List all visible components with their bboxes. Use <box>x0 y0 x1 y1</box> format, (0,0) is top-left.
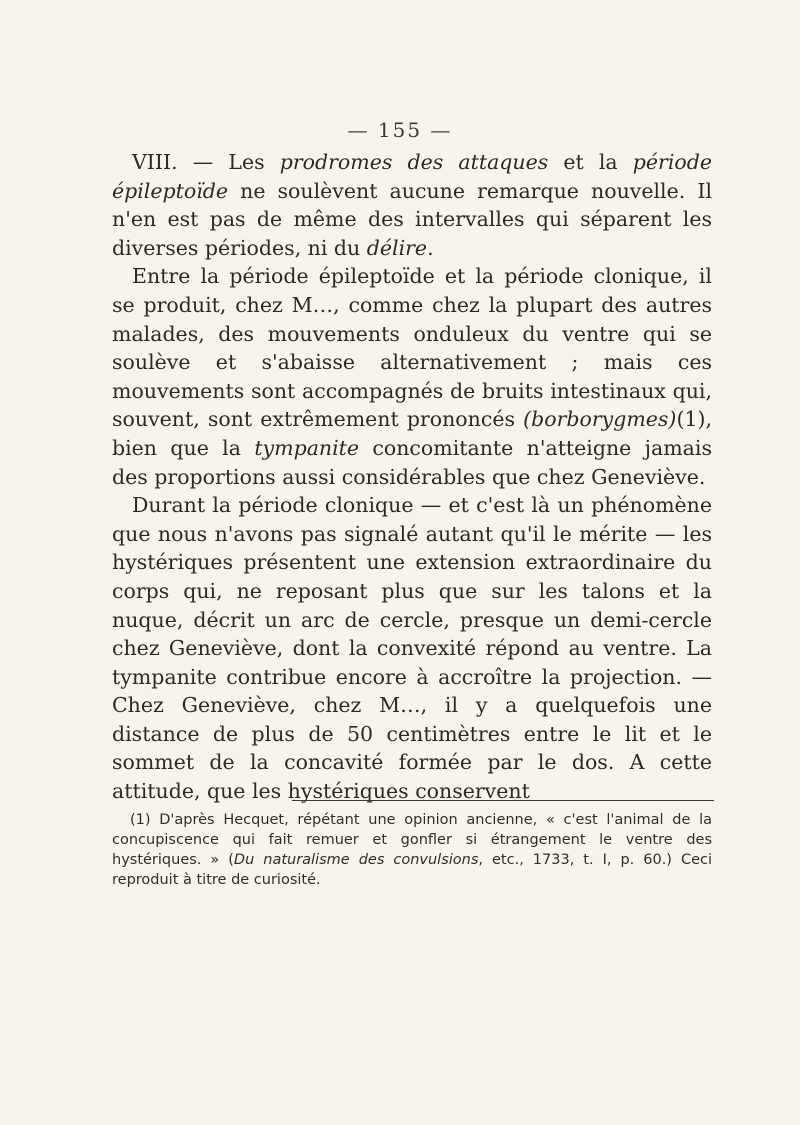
main-text <box>112 148 712 806</box>
italic-span: prodromes des attaques <box>279 150 549 174</box>
text-span: (1), bien que la <box>112 407 712 460</box>
text-span: Entre la période épileptoïde et la période clonique, il se produit, chez M…, comme chez la plupart des autres malades, des mouvements onduleux du ventre qui se soulève et s'abaisse alternativement ; mais ces mouvements sont accompagnés de bruits intestinaux qui, souvent, sont extrêmement prononcés <box>112 264 712 432</box>
text-span: (1) D'après Hecquet, répétant une opinion ancienne, « c'est l'animal de la concupiscence qui fait remuer et gonfler si étrangement le ventre des hystériques. » ( <box>112 812 712 868</box>
italic-span: Du naturalisme des convulsions <box>233 852 479 868</box>
footnote-separator <box>292 800 714 801</box>
page-number: — 155 — <box>347 118 453 142</box>
text-span: Durant la période clonique — et c'est là un phénomène que nous n'avons pas signalé autant qu'il le mérite — les hystériques présentent une extension extraordinaire du corps qui, ne reposant plus que sur les talons et la nuque, décrit un arc de cercle, presque un demi-cercle chez Geneviève, dont la convexité répond au ventre. La tympanite contribue encore à accroître la projection. — Chez Geneviève, chez M…, il y a quelquefois une distance de plus de 50 centimètres entre le lit et le sommet de la concavité formée par le dos. A cette attitude, que les hystériques conservent <box>112 493 712 804</box>
text-span: et la <box>548 150 633 174</box>
footnote-text <box>112 810 712 890</box>
italic-span: période épileptoïde <box>112 150 712 203</box>
text-span: concomitante n'atteigne jamais des proportions aussi considérables que chez Geneviève. <box>112 435 712 489</box>
paragraph-2 <box>112 262 712 491</box>
text-span: VIII. — Les <box>132 150 280 174</box>
italic-span: (borborygmes) <box>523 407 677 432</box>
italic-span: délire <box>366 235 428 260</box>
text-span: ne soulèvent aucune remarque nouvelle. Il n'en est pas de même des intervalles qui séparent les diverses périodes, ni du <box>112 178 712 260</box>
italic-span: tympanite <box>254 435 360 460</box>
text-span: . <box>427 235 434 260</box>
paragraph-3 <box>112 491 712 806</box>
paragraph-1 <box>112 148 712 262</box>
text-span: , etc., 1733, t. I, p. 60.) Ceci reproduit à titre de curiosité. <box>112 852 712 888</box>
footnote <box>112 810 712 890</box>
